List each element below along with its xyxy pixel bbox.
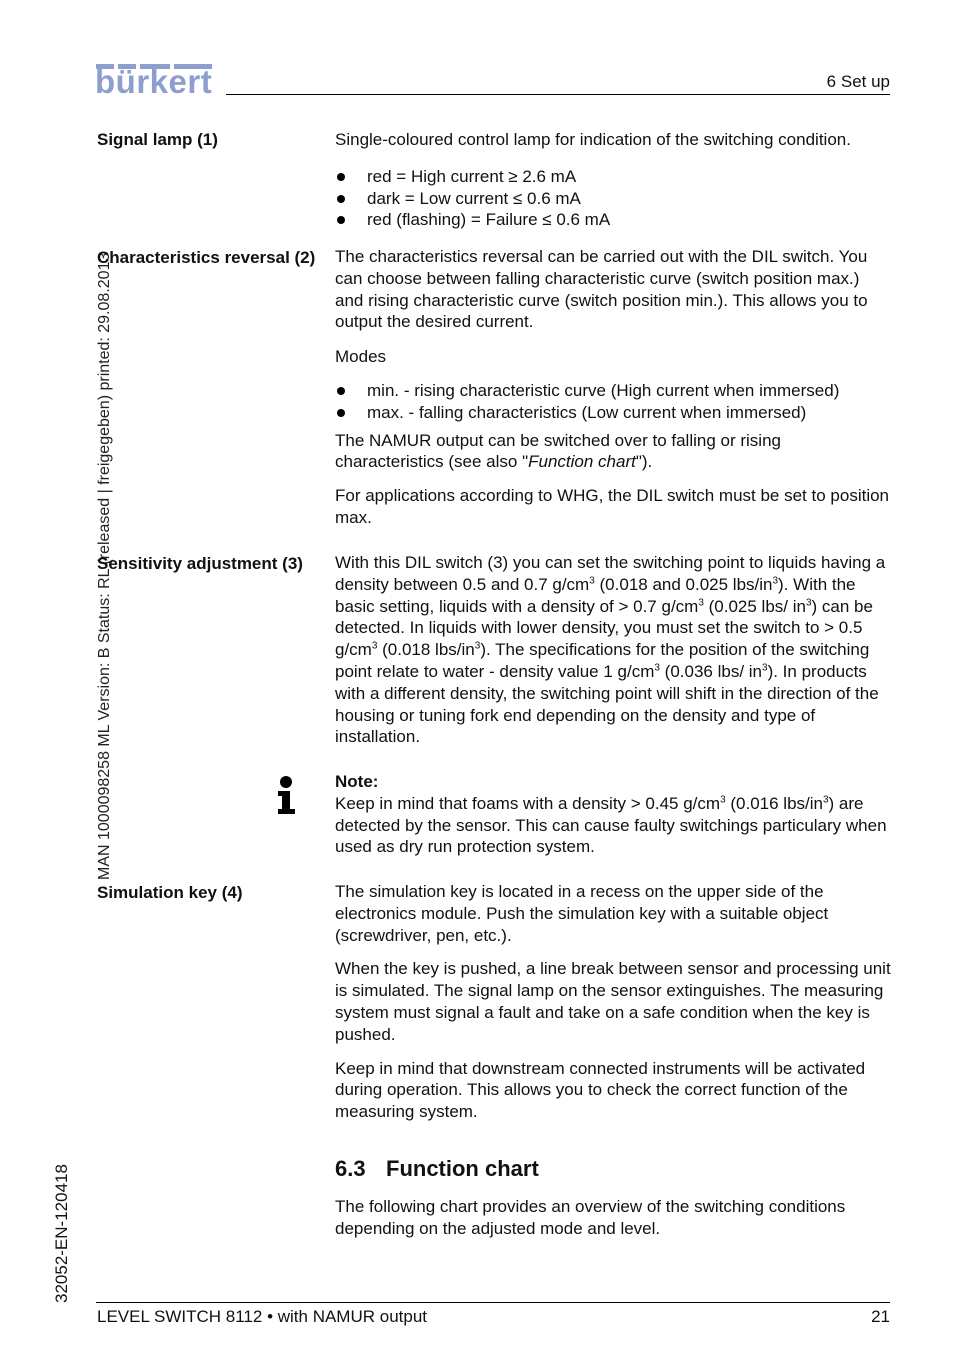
list-item: red (flashing) = Failure ≤ 0.6 mA bbox=[335, 209, 891, 231]
info-icon bbox=[277, 776, 295, 816]
simulation-paragraph-2: When the key is pushed, a line break between sensor and processing unit is simulated. The signal lamp on the sensor extinguishes. The measuring system must signal a fault and take on a safe condition when the key is pushed. bbox=[335, 959, 891, 1044]
simulation-section bbox=[335, 881, 891, 1123]
list-item: dark = Low current ≤ 0.6 mA bbox=[335, 188, 891, 210]
footer-title: LEVEL SWITCH 8112 • with NAMUR output bbox=[97, 1307, 428, 1326]
sensitivity-section bbox=[335, 552, 891, 748]
document-number: 32052-EN-120418 bbox=[52, 1164, 71, 1303]
document-status-line: MAN 1000098258 ML Version: B Status: RL (released | freigegeben) printed: 29.08.2013 bbox=[96, 252, 113, 880]
list-item: red = High current ≥ 2.6 mA bbox=[335, 166, 891, 188]
header-rule bbox=[226, 94, 890, 95]
list-item: min. - rising characteristic curve (High current when immersed) bbox=[335, 380, 891, 402]
modes-heading: Modes bbox=[335, 347, 387, 367]
sensitivity-adjustment-label: Sensitivity adjustment (3) bbox=[97, 554, 303, 573]
characteristics-paragraph: The characteristics reversal can be carried out with the DIL switch. You can choose between falling characteristic curve (switch position max.) and rising characteristic curve (switch position min.). This allows you to output the desired current. bbox=[335, 247, 868, 332]
brand-name: bürkert bbox=[95, 63, 213, 100]
signal-lamp-intro: Single-coloured control lamp for indication of the switching condition. bbox=[335, 130, 851, 149]
characteristics-section bbox=[335, 246, 891, 529]
brand-logo bbox=[96, 64, 214, 100]
signal-lamp-list bbox=[335, 166, 891, 231]
note-text: Keep in mind that foams with a density > 0.45 $g/cm^3$ (0.016 lbs/$in^3$) are detected by the sensor. This can cause faulty switchings particulary when used as dry run protection system. bbox=[335, 793, 887, 857]
signal-lamp-label: Signal lamp (1) bbox=[97, 130, 218, 149]
namur-paragraph: The NAMUR output can be switched over to falling or rising characteristics (see also "Function chart"). bbox=[335, 430, 781, 472]
section-title: Function chart bbox=[386, 1156, 539, 1181]
note-box bbox=[335, 771, 891, 858]
characteristics-reversal-label: Characteristics reversal (2) bbox=[97, 248, 316, 267]
page-number: 21 bbox=[871, 1307, 890, 1326]
simulation-paragraph-1: The simulation key is located in a recess on the upper side of the electronics module. Push the simulation key with a suitable object (screwdriver, pen, etc.). bbox=[335, 882, 829, 945]
section-number: 6.3 bbox=[335, 1156, 366, 1181]
signal-lamp-section bbox=[335, 129, 891, 231]
list-item: max. - falling characteristics (Low current when immersed) bbox=[335, 402, 891, 424]
function-chart-text: The following chart provides an overview of the switching conditions depending on the adjusted mode and level. bbox=[335, 1197, 846, 1238]
simulation-key-label: Simulation key (4) bbox=[97, 883, 243, 902]
footer-rule bbox=[96, 1302, 890, 1303]
section-header: 6 Set up bbox=[826, 72, 890, 91]
modes-list bbox=[335, 380, 891, 424]
sensitivity-paragraph: With this DIL switch (3) you can set the switching point to liquids having a density between 0.5 and 0.7 $g/cm^3$ (0.018 and 0.025 lbs/$in^3$). With the basic setting, liquids with a density of > 0.7 $g/cm^3$ (0.025 lbs/ $in^3$) can be detected. In liquids with lower density, you must set the switch to > 0.5 $g/cm^3$ (0.018 lbs/$in^3$). The specifications for the position of the switching point relate to water - density value 1 $g/cm^3$ (0.036 lbs/ $in^3$). In products with a different density, the switching point will shift in the direction of the housing or tuning fork end depending on the density and type of installation. bbox=[335, 553, 886, 747]
function-chart-heading bbox=[335, 1156, 539, 1182]
note-title: Note: bbox=[335, 772, 379, 791]
whg-paragraph: For applications according to WHG, the DIL switch must be set to position max. bbox=[335, 486, 890, 527]
simulation-paragraph-3: Keep in mind that downstream connected instruments will be activated during operation. This allows you to check the correct function of the measuring system. bbox=[335, 1058, 866, 1122]
